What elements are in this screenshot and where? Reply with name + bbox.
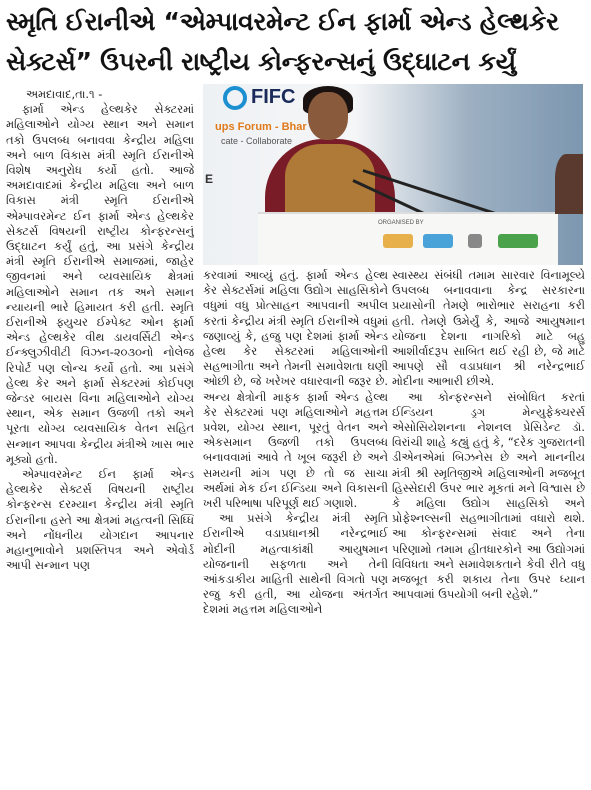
article-column-2: [203, 268, 388, 788]
speaker-head: [308, 92, 348, 140]
banner-collab-text: cate - Collaborate: [221, 136, 293, 146]
sponsor-logo-icon: [423, 234, 453, 248]
paragraph: આ કોન્ફરન્સને સંબોધિત કરતાં ઈન્ડિયન ડ્રગ મેન્યુફેક્ચરર્સ એસોસિયેશનના નેશનલ પ્રેસિડેન્ટ ડૉ. વિરાંચી શાહે કહ્યું હતું કે, “દરેક ગુજરાતની ડીએનએમાં બિઝનેસ છે અને માનનીય મંત્રી શ્રી સ્મૃતિજીએ મહિલાઓની મજબૂત હિસ્સેદારી ઉપર ભાર મૂકતાં મને વિશ્વાસ છે કે મહિલા ઉદ્યોગ સાહસિકો અને પ્રોફેશ્નલ્સની સહભાગીતામાં વધારો થશે. આ કોન્ફરન્સમાં સંવાદ અને તેના પરિણામો તમામ હીતધારકોને આ ઉદ્યોગમાં વિવિધતા અને સમાવેશકતાને કેવી રીતે વધુ મજબૂત કરી શકાય તેના ઉપર ધ્યાન આપવામાં ઉપયોગી બની રહેશે.”: [392, 389, 585, 602]
banner-side-letter: E: [205, 172, 214, 186]
banner-logo-text: FIFC: [251, 86, 296, 108]
sponsor-logo-icon: [383, 234, 413, 248]
emblem-icon: [468, 234, 482, 248]
headline-line-2: સેક્ટર્સ” ઉપરની રાષ્ટ્રીય કોન્ફરન્સનું ઉદ્ઘાટન કર્યું: [6, 47, 516, 76]
paragraph: કરવામાં આવ્યું હતું. ફાર્મા એન્ડ હેલ્થ કેર સેક્ટર્સમાં મહિલા ઉદ્યોગ સાહસિકોને વધુમાં વધુ પ્રોત્સાહન આપવાની અપીલ કરતાં કેન્દ્રીય મંત્રી સ્મૃતિ ઈરાનીએ વધુમાં જણાવ્યું કે, હજુ પણ દેશમાં ફાર્મા એન્ડ હેલ્થ કેર સેક્ટરમાં મહિલાઓની સહભાગીતા અને તેમની સમાવેશતા ઘણી ઓછી છે, જે ખરેખર વધારવાની જરૂર છે. અન્ય ક્ષેત્રોની માફક ફાર્મા એન્ડ હેલ્થ કેર સેક્ટરમાં પણ મહિલાઓને મહત્તમ પ્રવેશ, યોગ્ય સ્થાન, પૂરતું વેતન અને એકસમાન ઉજળી તકો ઉપલબ્ધ બનાવવામાં આવે તે ખૂબ જરૂરી છે અને સમયની માંગ પણ છે તો જ સાચા અર્થમાં મેક ઈન ઈન્ડિયા અને વિકાસની ખરી પરિભાષા પરિપૂર્ણ થઈ ગણાશે.: [203, 268, 388, 511]
article-column-3: [392, 268, 585, 788]
banner-forum-text: ups Forum - Bhar: [215, 121, 307, 133]
paragraph: આ પ્રસંગે કેન્દ્રીય મંત્રી સ્મૃતિ ઈરાનીએ વડાપ્રધાનશ્રી નરેન્દ્રભાઈ મોદીની મહત્વાકાંક્ષી આયુષમાન યોજનાની સફળતા અને તેની આંકડાકીય માહિતી સાથેની વિગતો પણ રજુ કરી હતી, આ યોજના અંતર્ગત દેશમાં મહત્તમ મહિલાઓને: [203, 511, 388, 617]
sponsor-logo-icon: [498, 234, 538, 248]
paragraph: એમ્પાવરમેન્ટ ઈન ફાર્મા એન્ડ હેલ્થકેર સેક્ટર્સ વિષયની રાષ્ટ્રીય કોન્ફરન્સ દરમ્યાન કેન્દ્રીય મંત્રી સ્મૃતિ ઈરાનીના હસ્તે આ ક્ષેત્રમાં મહત્વની સિધ્ધિ અને નોંધનીય યોગદાન આપનાર મહાનુભાવોને પ્રશસ્તિપત્ર અને એવોર્ડ આપી સન્માન પણ: [6, 467, 194, 573]
podium: [258, 212, 558, 265]
paragraph: ફાર્મા એન્ડ હેલ્થકેર સેક્ટરમાં મહિલાઓને યોગ્ય સ્થાન અને સમાન તકો ઉપલબ્ધ બનાવવા કેન્દ્રીય મહિલા અને બાળ વિકાસ મંત્રી સ્મૃતિ ઈરાનીએ વિશેષ અનુરોધ કર્યો હતો. આજે અમદાવાદમાં કેન્દ્રીય મહિલા અને બાળ વિકાસ મંત્રી સ્મૃતિ ઈરાનીએ એમ્પાવરમેન્ટ ઈન ફાર્મા એન્ડ હેલ્થકેર સેક્ટર્સ વિષયની રાષ્ટ્રીય કોન્ફરન્સનું ઉદ્ઘાટન કર્યું હતું, આ પ્રસંગે કેન્દ્રીય મંત્રી સ્મૃતિ ઈરાનીએ સમાજમાં, જાહેર જીવનમાં અને વ્યવસાયિક ક્ષેત્રમાં મહિલાઓને સમાન તક અને સમાન ન્યાયની ભારે હિમાયત કરી હતી. સ્મૃતિ ઈરાનીએ ફ્યુચર ઈમ્પેક્ટ ઓન ફાર્મા એન્ડ હેલ્થકેર વીથ ડાયવર્સિટી એન્ડ ઈન્ક્લુઝીવીટી વિઝન-૨૦૩૦નો નોલેજ રિપોર્ટ પણ લોન્ચ કર્યો હતો. આ પ્રસંગે હેલ્થ કેર અને ફાર્મા સેક્ટરમાં કોઈપણ જેન્ડર બાયસ વિના મહિલાઓને યોગ્ય સ્થાન, એક સમાન ઉજળી તકો અને પૂરતા યોગ્ય વ્યવસાયિક વેતન સહિત સન્માન આપવા કેન્દ્રીય મંત્રીએ ખાસ ભાર મૂક્યો હતો.: [6, 102, 194, 466]
dateline: અમદાવાદ,તા.૧ -: [26, 87, 103, 101]
audience-person: [555, 154, 583, 214]
podium-label: ORGANISED BY: [378, 220, 424, 226]
paragraph: સ્વાસ્થ્ય સંબંધી તમામ સારવાર વિનામૂલ્યે ઉપલબ્ધ બનાવવાના કેન્દ્ર સરકારના પ્રયાસોની તેમણે ભારોભાર સરાહના કરી હતી. તેમણે ઉમેર્યું કે, આજે આયુષમાન યોજના દેશના નાગરિકો માટે બહુ આશીર્વાદરૂપ સાબિત થઈ રહી છે, જે માટે આપણે સૌ વડાપ્રધાન શ્રી નરેન્દ્રભાઈ મોદીના આભારી છીએ.: [392, 268, 585, 389]
event-photo: [203, 84, 583, 265]
headline: [6, 2, 586, 82]
headline-line-1: સ્મૃતિ ઈરાનીએ “એમ્પાવરમેન્ટ ઈન ફાર્મા એન્ડ હેલ્થકેર: [6, 7, 559, 36]
article-column-1: [6, 87, 194, 787]
fifc-logo-icon: [223, 86, 247, 110]
